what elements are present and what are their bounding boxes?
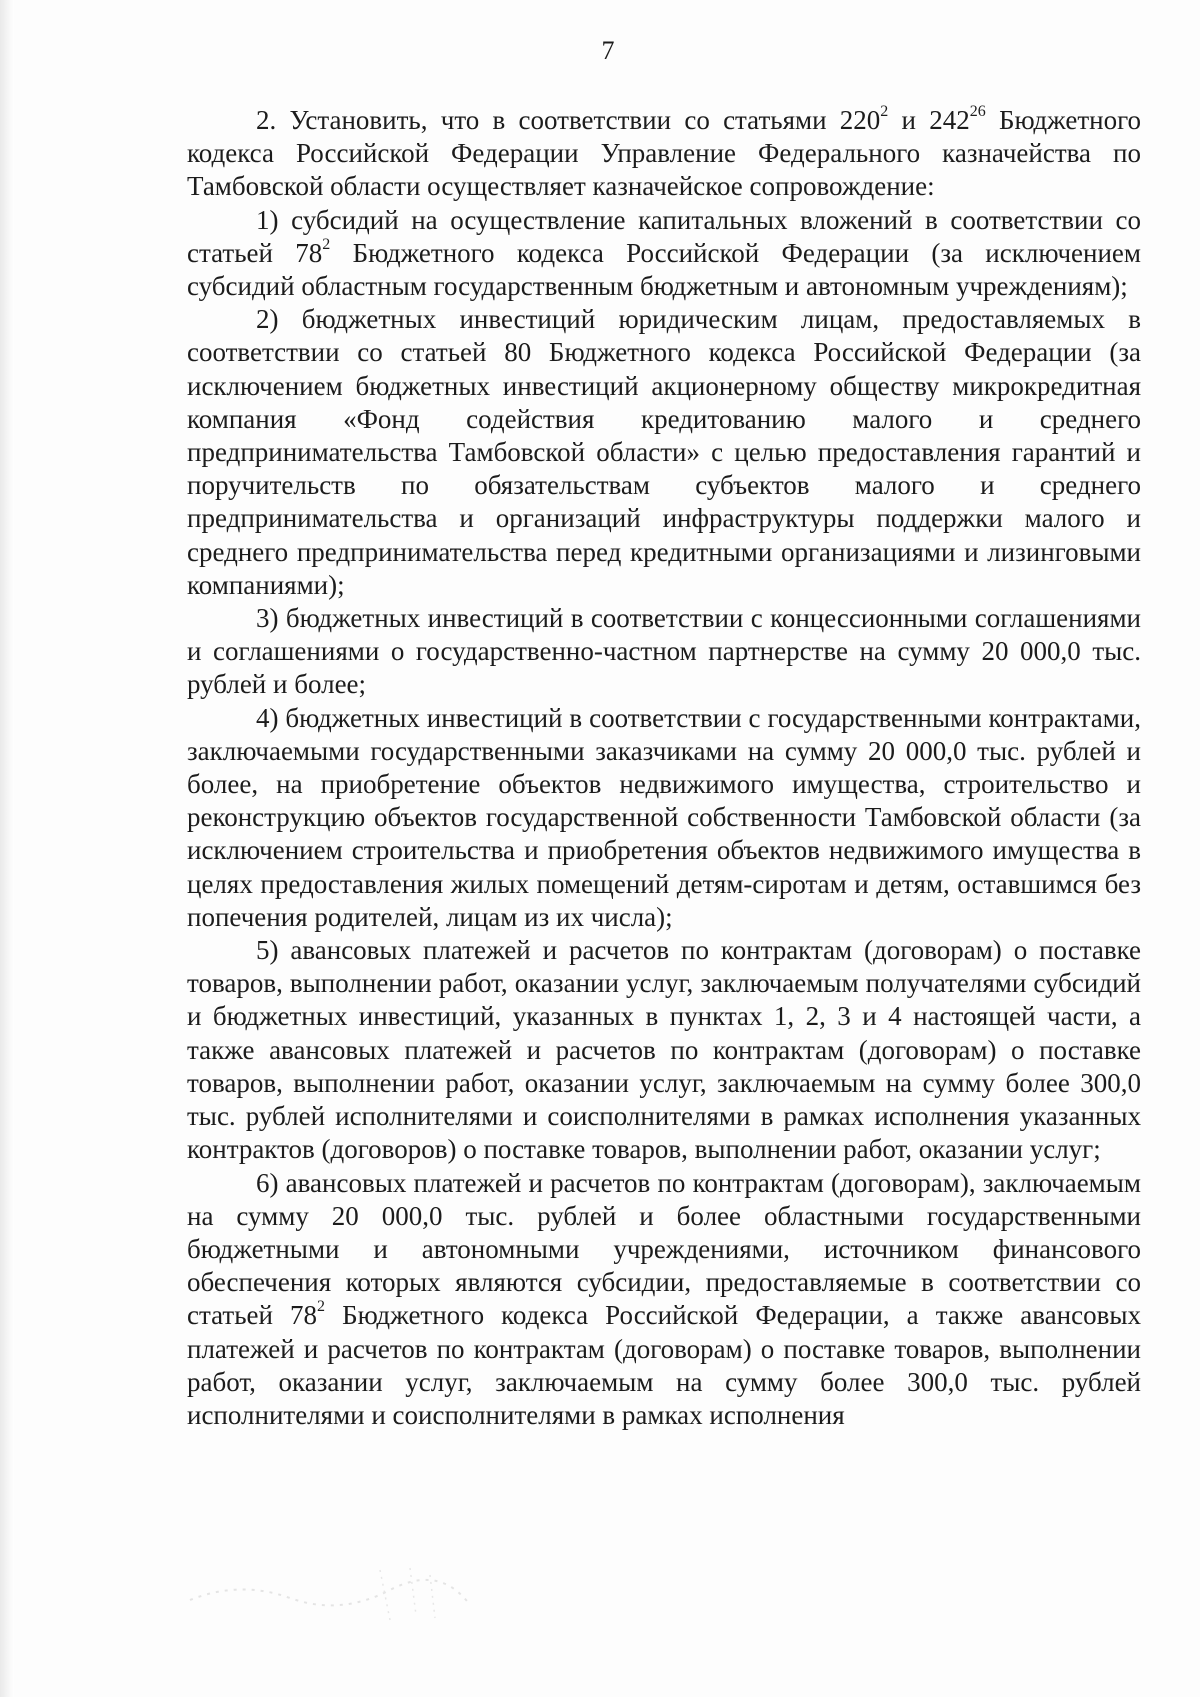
paragraph-item-1 [187, 204, 1141, 304]
superscript-article-220: 2 [880, 103, 889, 120]
scan-edge-shadow [0, 0, 14, 1697]
superscript-article-78: 2 [322, 235, 331, 253]
item-1-text-end: Бюджетного кодекса Российской Федерации (за исключением субсидий областным государственным бюджетным и автономным учреждениям); [187, 237, 1141, 302]
intro-text-start: 2. Установить, что в соответствии со статьями 220 [256, 105, 881, 135]
document-body [187, 104, 1141, 1432]
item-6-text-start: 6) авансовых платежей и расчетов по контрактам (договорам), заключаемым на сумму 20 000,0 тыс. рублей и более областными государственными бюджетными и автономными учреждениями, источником финансового обеспечения которых являются субсидии, предоставляемые в соответствии со статьей 78 [187, 1167, 1141, 1331]
paragraph-item-5: 5) авансовых платежей и расчетов по контрактам (договорам) о поставке товаров, выполнении работ, оказании услуг, заключаемым получателями субсидий и бюджетных инвестиций, указанных в пунктах 1, 2, 3 и 4 настоящей части, а также авансовых платежей и расчетов по контрактам (договорам) о поставке товаров, выполнении работ, оказании услуг, заключаемым на сумму более 300,0 тыс. рублей исполнителями и соисполнителями в рамках исполнения указанных контрактов (договоров) о поставке товаров, выполнении работ, оказании услуг; [187, 935, 1141, 1165]
item-6-text-end: Бюджетного кодекса Российской Федерации, а также авансовых платежей и расчетов по контрактам (договорам) о поставке товаров, выполнении работ, оказании услуг, заключаемым на сумму более 300,0 тыс. рублей исполнителями и соисполнителями в рамках исполнения [187, 1300, 1141, 1430]
paragraph-item-3: 3) бюджетных инвестиций в соответствии с концессионными соглашениями и соглашениями о государственно-частном партнерстве на сумму 20 000,0 тыс. рублей и более; [187, 603, 1141, 700]
intro-text-middle: и 242 [888, 105, 970, 135]
paragraph-item-2: 2) бюджетных инвестиций юридическим лицам, предоставляемых в соответствии со статьей 80 Бюджетного кодекса Российской Федерации (за исключением бюджетных инвестиций акционерному обществу микрокредитная компания «Фонд содействия кредитованию малого и среднего предпринимательства Тамбовской области» с целью предоставления гарантий и поручительств по обязательствам субъектов малого и среднего предпринимательства и организаций инфраструктуры поддержки малого и среднего предпринимательства перед кредитными организациями и лизинговыми компаниями); [187, 304, 1141, 600]
intro-text-end: Бюджетного кодекса Российской Федерации Управление Федерального казначейства по Тамбовской области осуществляет казначейское сопровождение: [187, 105, 1141, 202]
superscript-article-242: 26 [969, 103, 986, 120]
faint-stamp-smudge [180, 1560, 480, 1630]
superscript-article-78-second: 2 [317, 1298, 326, 1316]
page-number: 7 [601, 36, 615, 65]
paragraph-item-4: 4) бюджетных инвестиций в соответствии с государственными контрактами, заключаемыми государственными заказчиками на сумму 20 000,0 тыс. рублей и более, на приобретение объектов недвижимого имущества, строительство и реконструкцию объектов государственной собственности Тамбовской области (за исключением строительства и приобретения объектов недвижимого имущества в целях предоставления жилых помещений детям-сиротам и детям, оставшимся без попечения родителей, лицам из их числа); [187, 702, 1141, 932]
paragraph-intro [187, 104, 1141, 204]
paragraph-item-6 [187, 1167, 1141, 1433]
item-1-text-start: 1) субсидий на осуществление капитальных вложений в соответствии со статьей 78 [187, 204, 1141, 268]
